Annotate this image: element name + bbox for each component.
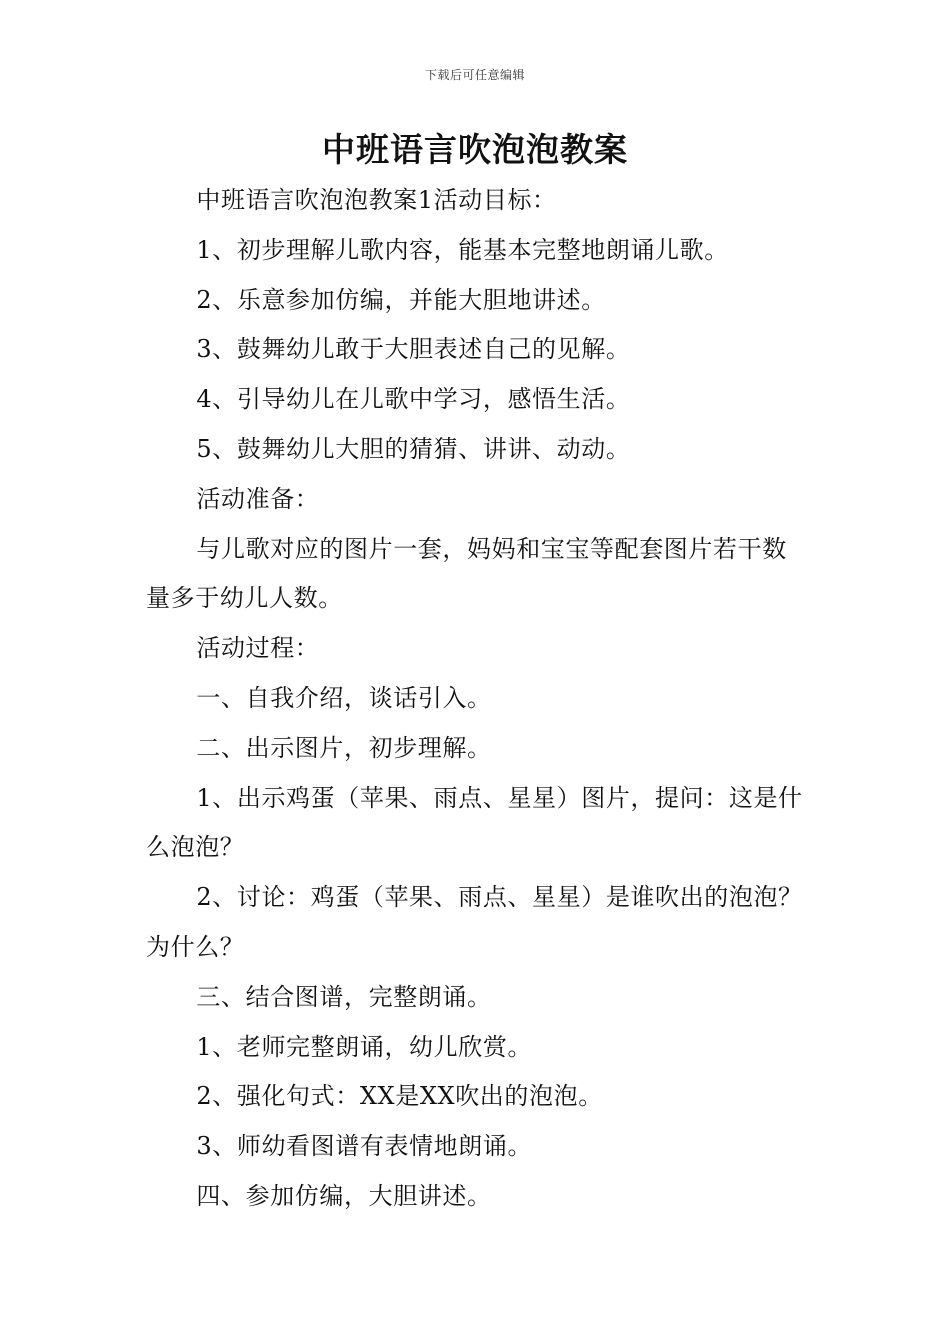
paragraph-process-heading: 活动过程：	[196, 634, 320, 663]
document-body	[146, 176, 811, 1222]
paragraph-activity-goals-heading: 中班语言吹泡泡教案1活动目标：	[196, 186, 557, 214]
header-note: 下载后可任意编辑	[424, 68, 525, 82]
paragraph-goal-5: 5、鼓舞幼儿大胆的猜猜、讲讲、动动。	[196, 434, 631, 463]
paragraph-step-2: 二、出示图片，初步理解。	[196, 733, 492, 762]
paragraph-goal-1: 1、初步理解儿歌内容，能基本完整地朗诵儿歌。	[196, 235, 729, 264]
paragraph-goal-3: 3、鼓舞幼儿敢于大胆表述自己的见解。	[196, 335, 631, 364]
paragraph-step-2-item-2: 2、讨论：鸡蛋（苹果、雨点、星星）是谁吹出的泡泡？为什么？	[146, 883, 803, 961]
paragraph-step-2-item-1: 1、出示鸡蛋（苹果、雨点、星星）图片，提问：这是什么泡泡？	[146, 783, 803, 862]
paragraph-step-1: 一、自我介绍，谈话引入。	[196, 683, 492, 712]
paragraph-goal-4: 4、引导幼儿在儿歌中学习，感悟生活。	[196, 385, 631, 414]
paragraph-step-3-item-2: 2、强化句式：XX是XX吹出的泡泡。	[196, 1082, 603, 1111]
paragraph-step-3: 三、结合图谱，完整朗诵。	[196, 982, 492, 1011]
paragraph-step-3-item-1: 1、老师完整朗诵，幼儿欣赏。	[196, 1032, 533, 1061]
paragraph-goal-2: 2、乐意参加仿编，并能大胆地讲述。	[196, 285, 606, 314]
paragraph-step-3-item-3: 3、师幼看图谱有表情地朗诵。	[196, 1132, 533, 1161]
paragraph-preparation-content: 与儿歌对应的图片一套，妈妈和宝宝等配套图片若干数量多于幼儿人数。	[146, 534, 787, 613]
document-title: 中班语言吹泡泡教案	[322, 130, 628, 169]
paragraph-preparation-heading: 活动准备：	[196, 484, 320, 513]
paragraph-step-4: 四、参加仿编，大胆讲述。	[196, 1181, 492, 1210]
